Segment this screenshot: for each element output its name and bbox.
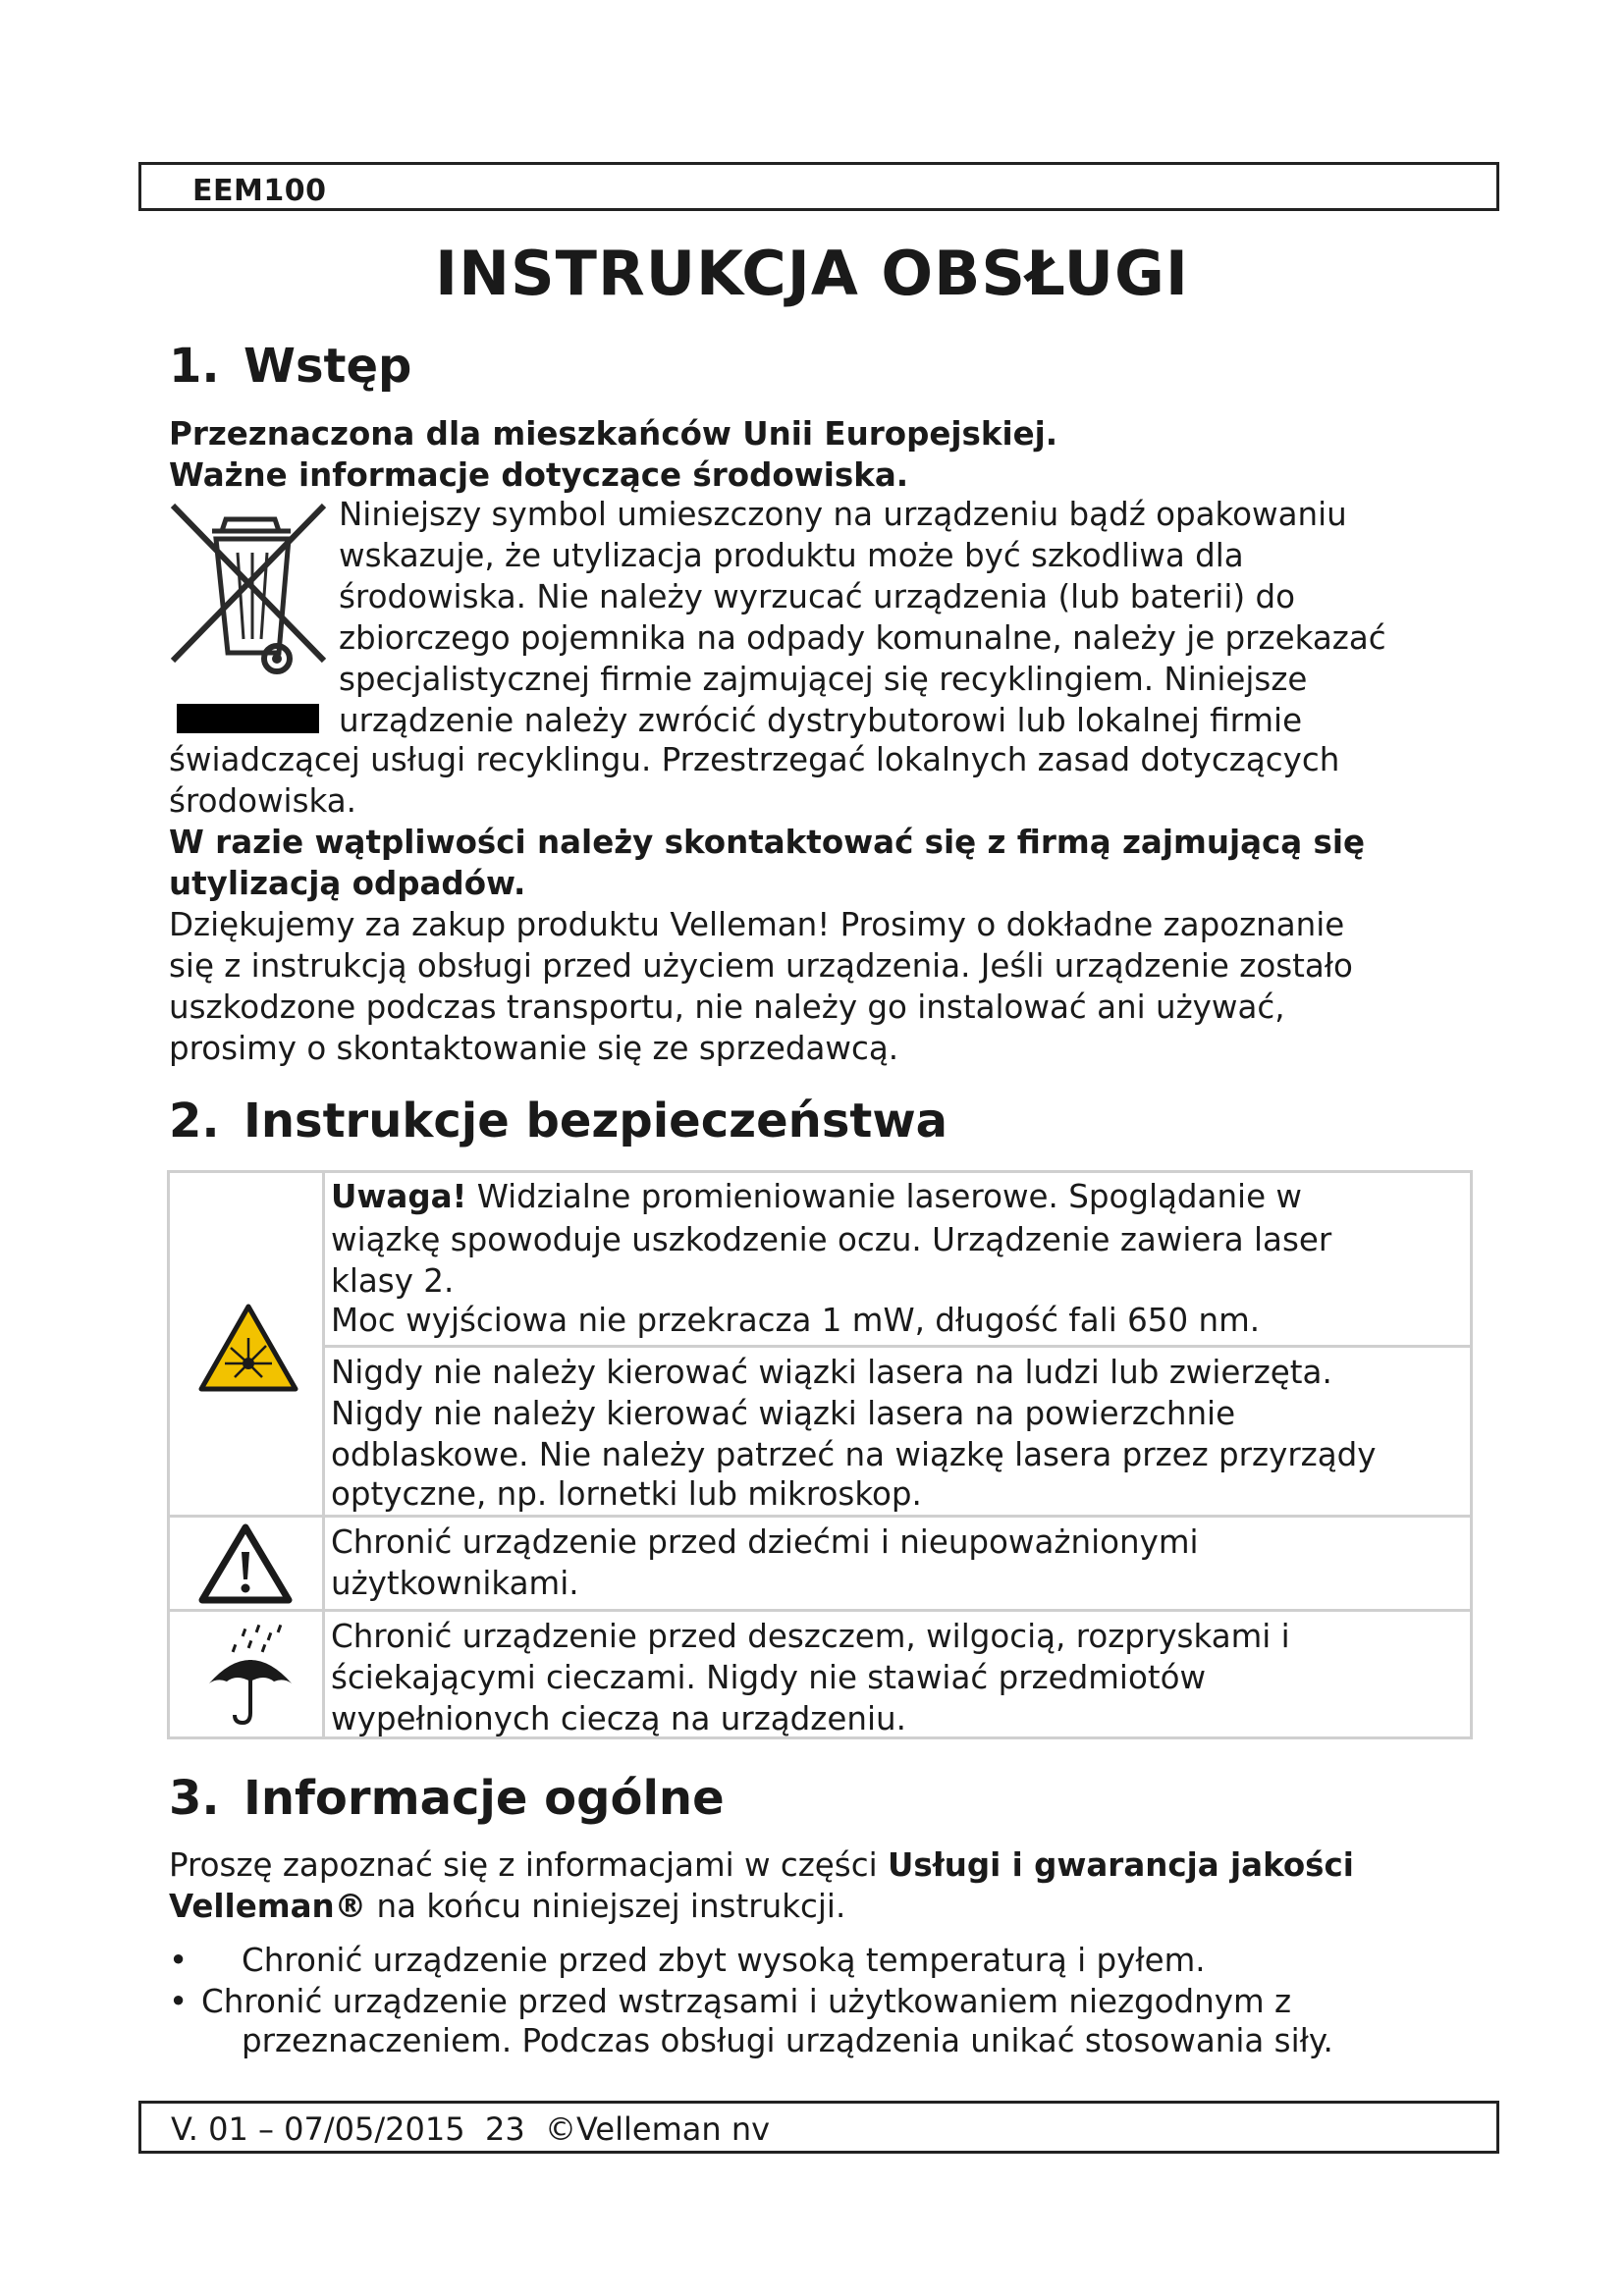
table-divider [322, 1345, 1470, 1348]
section-number: 3. [169, 1771, 220, 1826]
bullet-item-continuation: przeznaczeniem. Podczas obsługi urządzenia unikać stosowania siły. [242, 2022, 1333, 2059]
laser-safety-line: odblaskowe. Nie należy patrzeć na wiązkę lasera przez przyrządy [331, 1436, 1377, 1473]
page-title: INSTRUKCJA OBSŁUGI [435, 238, 1189, 309]
laser-warning-line: Moc wyjściowa nie przekracza 1 mW, długość fali 650 nm. [331, 1302, 1261, 1339]
crossed-out-wheelie-bin-icon [165, 496, 332, 736]
section-3-heading [169, 1771, 725, 1826]
table-divider [170, 1609, 1470, 1612]
weee-text-line: zbiorczego pojemnika na odpady komunalne, należy je przekazać [339, 619, 1386, 657]
children-warning-line: użytkownikami. [331, 1565, 579, 1602]
section-1-heading [169, 339, 411, 394]
bullet-item: Chronić urządzenie przed zbyt wysoką temperaturą i pyłem. [242, 1942, 1206, 1979]
warning-label: Uwaga! [331, 1178, 467, 1215]
section-2-heading [169, 1094, 947, 1148]
children-warning-line: Chronić urządzenie przed dziećmi i nieupoważnionymi [331, 1523, 1199, 1561]
doubt-contact-line: W razie wątpliwości należy skontaktować się z firmą zajmującą się [169, 824, 1366, 861]
footer-dash: – [258, 2110, 274, 2148]
page-number: 23 [484, 2110, 525, 2148]
section-number: 2. [169, 1094, 220, 1148]
warranty-reference: Usługi i gwarancja jakości [887, 1846, 1354, 1884]
section-title: Wstęp [244, 339, 412, 394]
bullet-marker: • [169, 1942, 189, 1979]
laser-safety-line: Nigdy nie należy kierować wiązki lasera na powierzchnie [331, 1395, 1236, 1432]
bullet-marker: • [169, 1983, 189, 2020]
weee-text-line: wskazuje, że utylizacja produktu może być szkodliwa dla [339, 537, 1244, 574]
thanks-paragraph-line: prosimy o skontaktowanie się ze sprzedawcą. [169, 1030, 899, 1067]
moisture-warning-line: ściekającymi cieczami. Nigdy nie stawiać przedmiotów [331, 1659, 1207, 1696]
moisture-warning-line: Chronić urządzenie przed deszczem, wilgocią, rozpryskami i [331, 1618, 1290, 1655]
general-info-text: na końcu niniejszej instrukcji. [366, 1888, 846, 1925]
thanks-paragraph-line: Dziękujemy za zakup produktu Velleman! Prosimy o dokładne zapoznanie [169, 906, 1345, 943]
moisture-warning-line: wypełnionych cieczą na urządzeniu. [331, 1700, 906, 1737]
general-info-line [169, 1844, 1354, 1886]
section-title: Instrukcje bezpieczeństwa [244, 1094, 948, 1148]
thanks-paragraph-line: uszkodzone podczas transportu, nie należy go instalować ani używać, [169, 988, 1285, 1026]
eu-residents-line: Przeznaczona dla mieszkańców Unii Europejskiej. [169, 415, 1058, 453]
general-info-line [169, 1886, 845, 1927]
date: 07/05/2015 [284, 2110, 465, 2148]
keep-dry-umbrella-icon [203, 1623, 298, 1731]
weee-text-line: środowiska. Nie należy wyrzucać urządzenia (lub baterii) do [339, 578, 1295, 615]
section-number: 1. [169, 339, 220, 394]
laser-warning-line [331, 1176, 1460, 1217]
bullet-item: Chronić urządzenie przed wstrząsami i użytkowaniem niezgodnym z [201, 1983, 1292, 2020]
environment-info-line: Ważne informacje dotyczące środowiska. [169, 456, 909, 494]
warning-text: Widzialne promieniowanie laserowe. Spoglądanie w [466, 1178, 1302, 1215]
doubt-contact-line: utylizacją odpadów. [169, 865, 526, 902]
weee-text-line: świadczącej usługi recyklingu. Przestrzegać lokalnych zasad dotyczących [169, 741, 1340, 778]
weee-text-line: Niniejszy symbol umieszczony na urządzeniu bądź opakowaniu [339, 496, 1347, 533]
laser-safety-line: optyczne, np. lornetki lub mikroskop. [331, 1475, 922, 1513]
laser-safety-line: Nigdy nie należy kierować wiązki lasera na ludzi lub zwierzęta. [331, 1354, 1332, 1391]
general-info-text: Proszę zapoznać się z informacjami w części [169, 1846, 888, 1884]
laser-warning-line: wiązkę spowoduje uszkodzenie oczu. Urządzenie zawiera laser [331, 1221, 1332, 1258]
weee-text-line: urządzenie należy zwrócić dystrybutorowi lub lokalnej firmie [339, 702, 1303, 739]
header-box [138, 162, 1499, 211]
weee-text-line: specjalistycznej firmie zajmującej się recyklingiem. Niniejsze [339, 661, 1308, 698]
table-divider [322, 1173, 325, 1736]
footer-box [138, 2101, 1499, 2154]
table-divider [170, 1515, 1470, 1518]
section-title: Informacje ogólne [244, 1771, 725, 1826]
copyright: ©Velleman nv [545, 2110, 771, 2148]
caution-triangle-icon [197, 1522, 294, 1605]
weee-text-line: środowiska. [169, 782, 357, 820]
footer-line [171, 2110, 770, 2148]
thanks-paragraph-line: się z instrukcją obsługi przed użyciem urządzenia. Jeśli urządzenie zostało [169, 947, 1353, 985]
version: V. 01 [171, 2110, 248, 2148]
warranty-reference: Velleman® [169, 1888, 367, 1925]
product-code: EEM100 [192, 174, 327, 208]
laser-warning-line: klasy 2. [331, 1262, 455, 1300]
laser-warning-icon [197, 1303, 299, 1393]
safety-table [167, 1170, 1473, 1739]
